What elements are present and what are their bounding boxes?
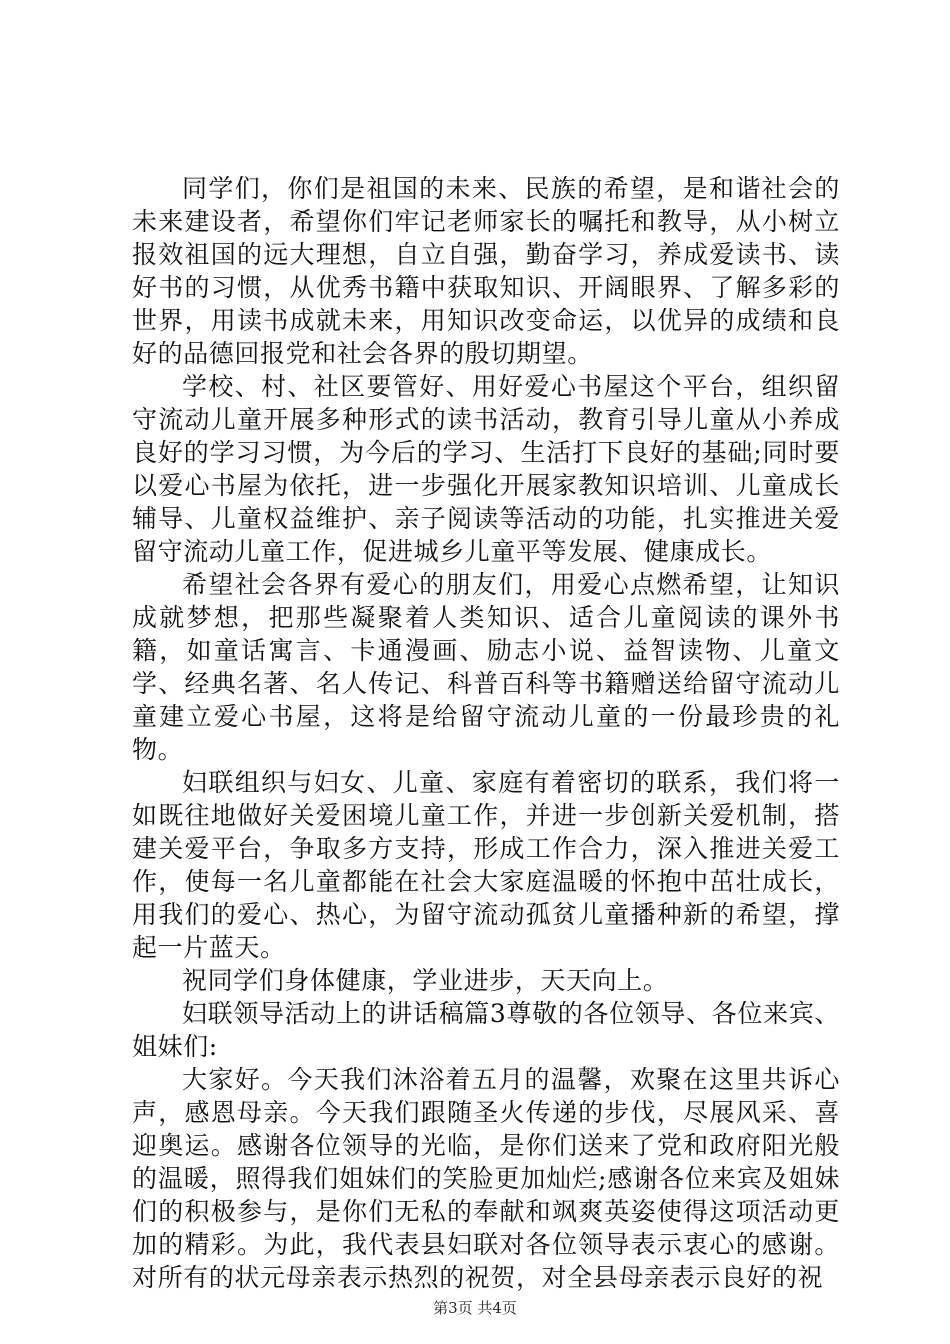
paragraph-7: 大家好。今天我们沐浴着五月的温馨，欢聚在这里共诉心声，感恩母亲。今天我们跟随圣火传递的步伐，尽展风采、喜迎奥运。感谢各位领导的光临，是你们送来了党和政府阳光般的温暖，照得我们姐妹们的笑脸更加灿烂;感谢各位来宾及姐妹们的积极参与，是你们无私的奉献和飒爽英姿使得这项活动更加的精彩。为此，我代表县妇联对各位领导表示衷心的感谢。对所有的状元母亲表示热烈的祝贺，对全县母亲表示良好的祝 (132, 1065, 840, 1292)
paragraph-6: 妇联领导活动上的讲话稿篇3尊敬的各位领导、各位来宾、姐妹们: (132, 999, 840, 1061)
paragraph-5: 祝同学们身体健康，学业进步，天天向上。 (182, 966, 669, 995)
document-body (132, 172, 840, 1294)
paragraph-3: 希望社会各界有爱心的朋友们，用爱心点燃希望，让知识成就梦想，把那些凝聚着人类知识、适合儿童阅读的课外书籍，如童话寓言、卡通漫画、励志小说、益智读物、儿童文学、经典名著、名人传记、科普百科等书籍赠送给留守流动儿童建立爱心书屋，这将是给留守流动儿童的一份最珍贵的礼物。 (132, 570, 840, 764)
page-number-footer: 第3页 共4页 (433, 1299, 517, 1317)
paragraph-2: 学校、村、社区要管好、用好爱心书屋这个平台，组织留守流动儿童开展多种形式的读书活动，教育引导儿童从小养成良好的学习习惯，为今后的学习、生活打下良好的基础;同时要以爱心书屋为依托，进一步强化开展家教知识培训、儿童成长辅导、儿童权益维护、亲子阅读等活动的功能，扎实推进关爱留守流动儿童工作，促进城乡儿童平等发展、健康成长。 (132, 372, 840, 566)
paragraph-1: 同学们，你们是祖国的未来、民族的希望，是和谐社会的未来建设者，希望你们牢记老师家长的嘱托和教导，从小树立报效祖国的远大理想，自立自强，勤奋学习，养成爱读书、读好书的习惯，从优秀书籍中获取知识、开阔眼界、了解多彩的世界，用读书成就未来，用知识改变命运，以优异的成绩和良好的品德回报党和社会各界的殷切期望。 (132, 174, 840, 368)
paragraph-4: 妇联组织与妇女、儿童、家庭有着密切的联系，我们将一如既往地做好关爱困境儿童工作，并进一步创新关爱机制，搭建关爱平台，争取多方支持，形成工作合力，深入推进关爱工作，使每一名儿童都能在社会大家庭温暖的怀抱中茁壮成长，用我们的爱心、热心，为留守流动孤贫儿童播种新的希望，撑起一片蓝天。 (132, 768, 840, 962)
